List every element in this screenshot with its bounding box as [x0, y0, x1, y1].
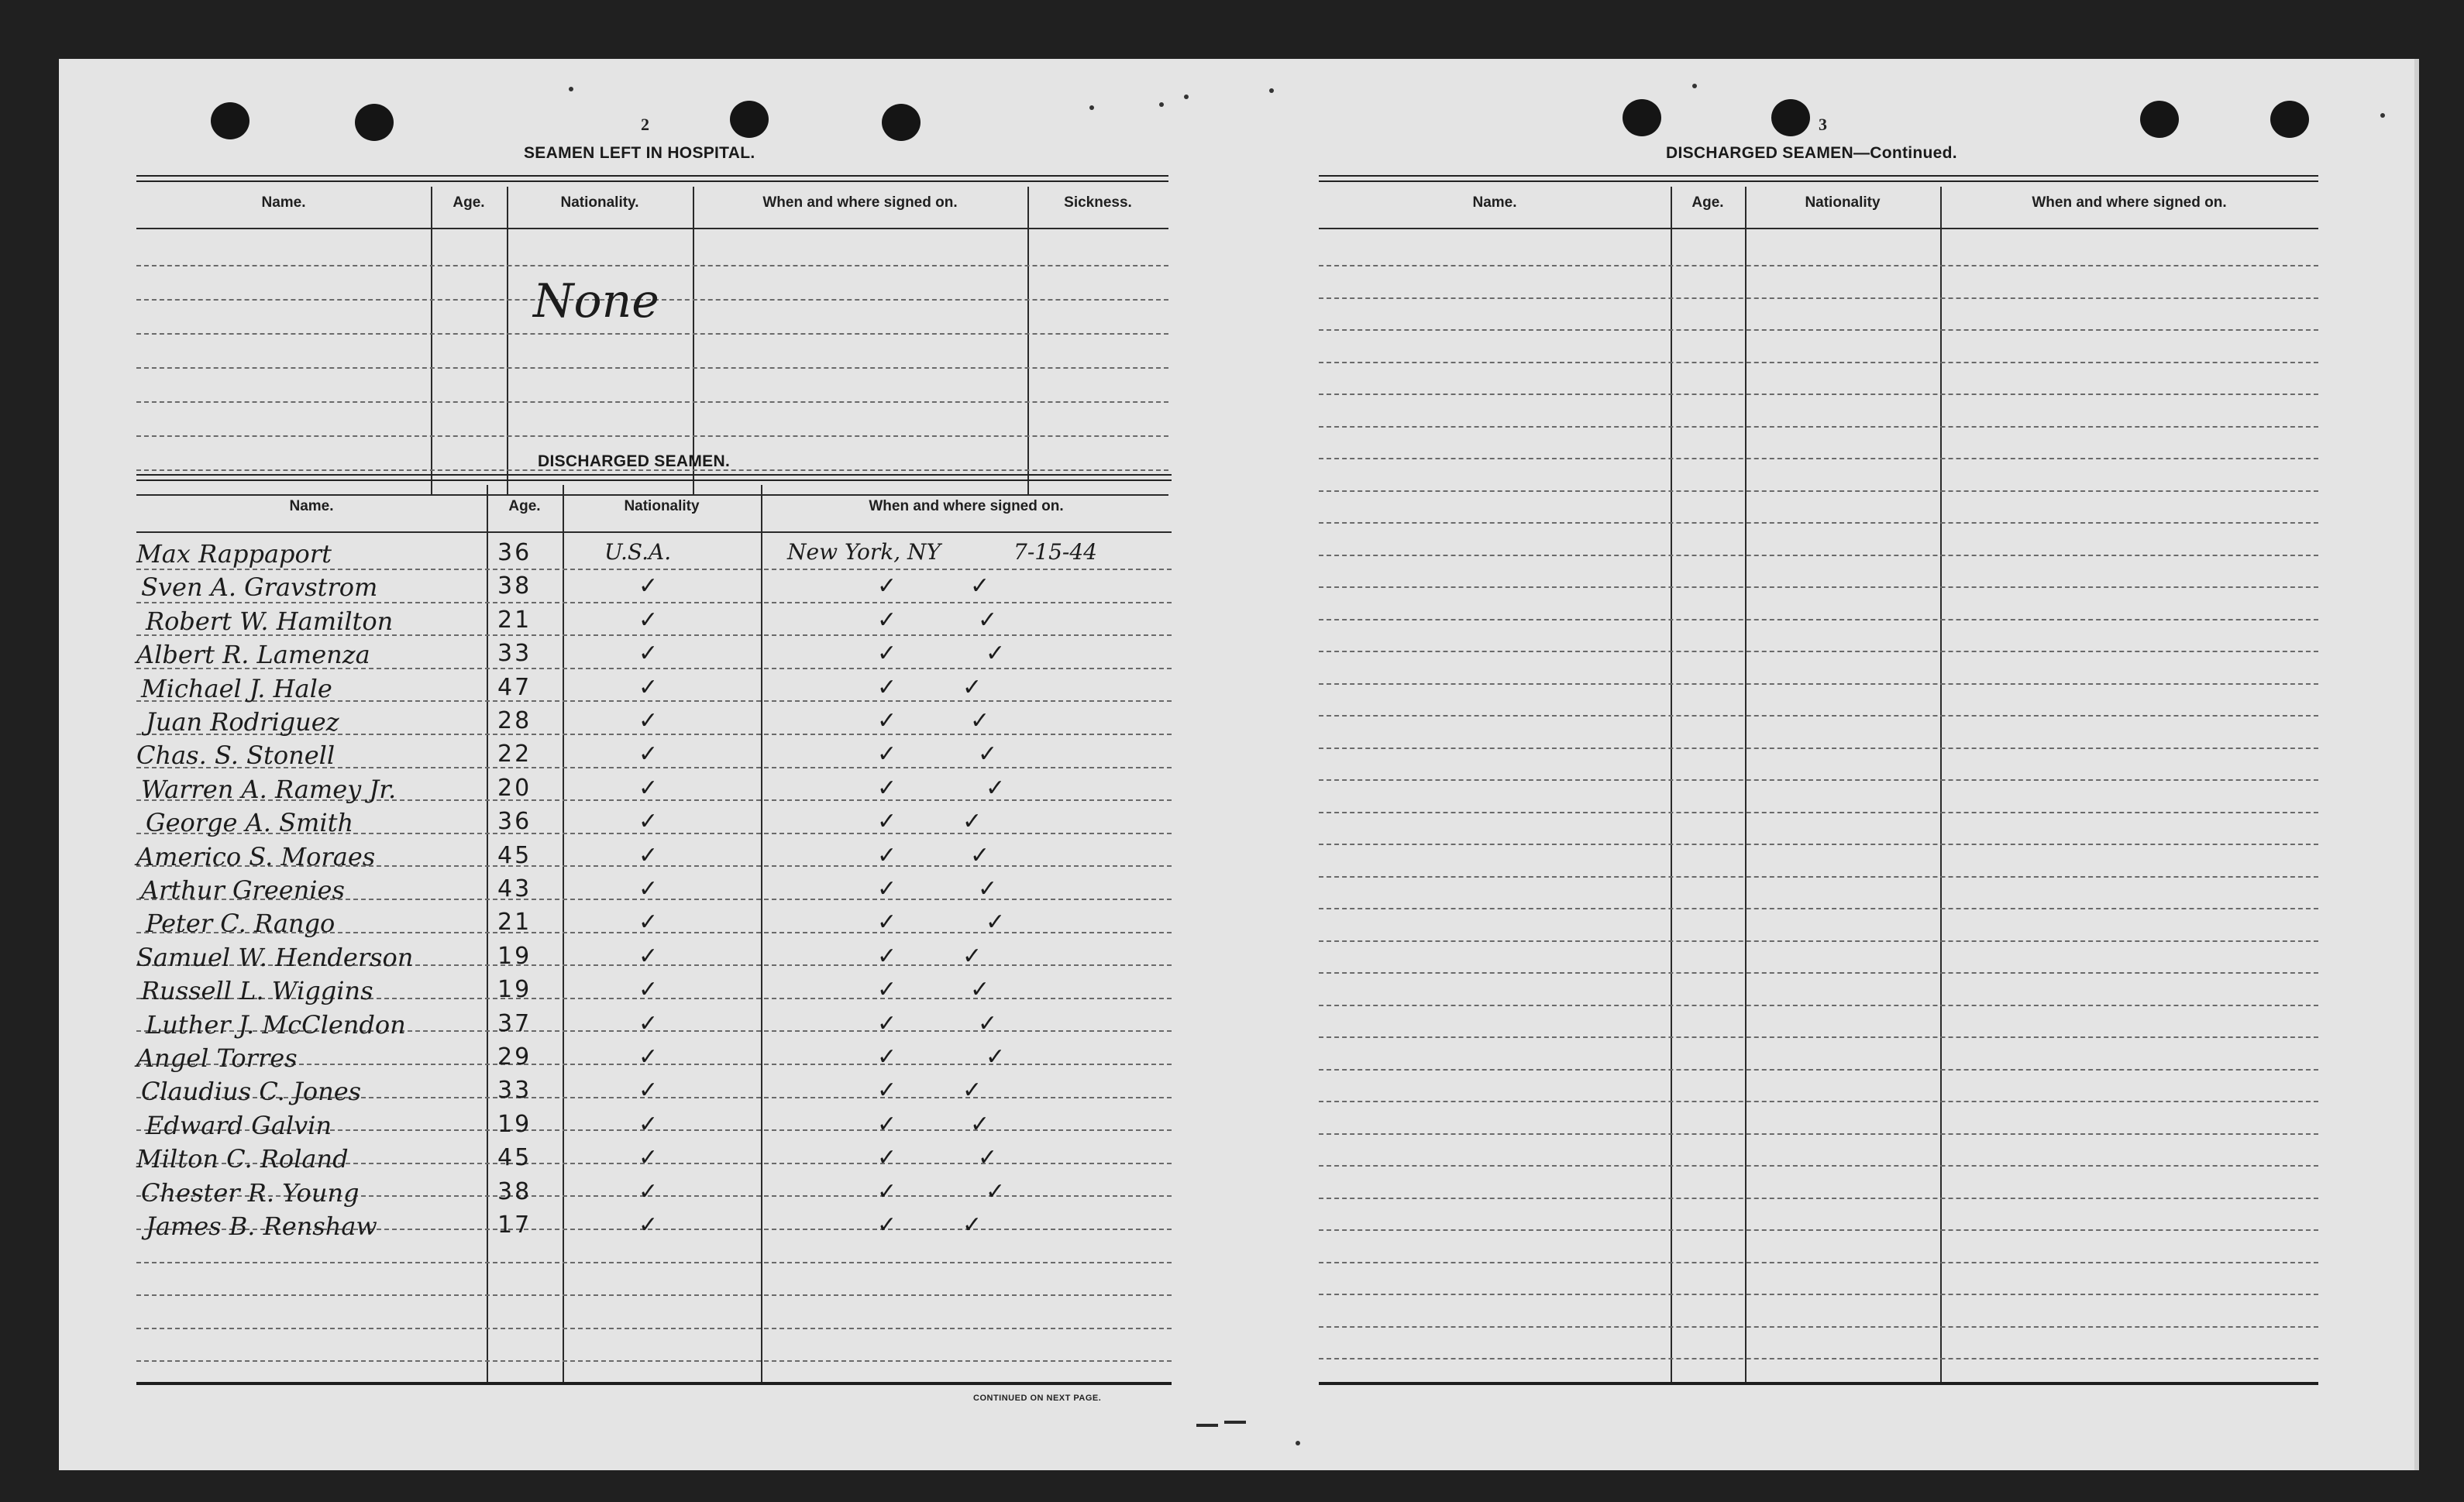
seaman-signed-on-date: ✓	[978, 875, 998, 902]
seaman-signed-on-place: ✓	[877, 572, 897, 600]
hospital-section-title: SEAMEN LEFT IN HOSPITAL.	[524, 144, 755, 162]
seaman-age: 47	[497, 673, 532, 701]
seaman-signed-on-date: ✓	[962, 1212, 983, 1239]
seaman-nationality: ✓	[638, 875, 659, 902]
ruled-line	[1319, 265, 2318, 266]
seaman-signed-on-date: ✓	[978, 606, 998, 634]
seaman-nationality: ✓	[638, 841, 659, 869]
seaman-age: 19	[497, 976, 532, 1004]
seaman-nationality: ✓	[638, 1177, 659, 1205]
punch-hole	[882, 104, 921, 141]
punch-hole	[730, 101, 769, 138]
seaman-name: Arthur Greenies	[141, 875, 345, 905]
seaman-signed-on-place: ✓	[877, 606, 897, 634]
discharged-section-title: DISCHARGED SEAMEN.	[538, 452, 731, 470]
ink-speck	[1269, 88, 1274, 93]
continued-col-signed-on: When and where signed on.	[2032, 194, 2227, 211]
seaman-signed-on-place: ✓	[877, 1144, 897, 1172]
seaman-signed-on-place: ✓	[877, 808, 897, 836]
ink-speck	[1296, 1441, 1300, 1445]
seaman-age: 22	[497, 741, 532, 768]
punch-hole	[2270, 101, 2309, 138]
continued-col-divider	[1745, 187, 1746, 1383]
seaman-age: 37	[497, 1009, 532, 1037]
ruled-line	[136, 435, 1168, 437]
ruled-line	[136, 401, 1168, 403]
ruled-line	[136, 367, 1168, 369]
seaman-nationality: ✓	[638, 976, 659, 1004]
seaman-nationality: ✓	[638, 1110, 659, 1138]
seaman-age: 38	[497, 1177, 532, 1205]
seaman-age: 33	[497, 1077, 532, 1105]
seaman-name: Claudius C. Jones	[141, 1077, 362, 1107]
discharged-col-divider	[761, 485, 762, 1382]
seaman-signed-on-date: ✓	[986, 640, 1006, 668]
ruled-line	[1319, 1229, 2318, 1231]
ruled-line	[1319, 1262, 2318, 1263]
ruled-line	[1319, 394, 2318, 395]
ink-speck	[1089, 105, 1094, 110]
seaman-signed-on-place: ✓	[877, 909, 897, 937]
hospital-col-divider	[1027, 187, 1029, 495]
seaman-nationality: ✓	[638, 808, 659, 836]
hospital-col-signed-on: When and where signed on.	[762, 194, 958, 211]
continued-bottom-rule	[1319, 1382, 2318, 1385]
discharged-table-top-rule	[136, 474, 1172, 481]
seaman-signed-on-date: ✓	[970, 1110, 990, 1138]
seaman-age: 19	[497, 942, 532, 970]
discharged-col-age: Age.	[508, 498, 541, 514]
seaman-signed-on-place: ✓	[877, 774, 897, 802]
ruled-line	[1319, 297, 2318, 299]
seaman-signed-on-date: ✓	[978, 1009, 998, 1037]
hospital-table-top-rule	[136, 175, 1168, 182]
seaman-signed-on-place: ✓	[877, 1110, 897, 1138]
ruled-line	[136, 1328, 1172, 1329]
seaman-age: 21	[497, 606, 532, 634]
seaman-signed-on-place: ✓	[877, 1009, 897, 1037]
seaman-age: 17	[497, 1212, 532, 1239]
seaman-name: Edward Galvin	[146, 1110, 332, 1140]
ruled-line	[1319, 522, 2318, 524]
seaman-nationality: ✓	[638, 1212, 659, 1239]
seaman-name: Sven A. Gravstrom	[141, 572, 378, 603]
ruled-line	[1319, 908, 2318, 909]
punch-hole	[355, 104, 394, 141]
seaman-nationality: ✓	[638, 640, 659, 668]
seaman-signed-on-place: ✓	[877, 1177, 897, 1205]
continued-col-name: Name.	[1472, 194, 1517, 211]
ruled-line	[1319, 715, 2318, 717]
ruled-line	[1319, 876, 2318, 878]
seaman-nationality: ✓	[638, 741, 659, 768]
ruled-line	[1319, 651, 2318, 652]
continued-note: CONTINUED ON NEXT PAGE.	[973, 1394, 1102, 1403]
discharged-continued-title: DISCHARGED SEAMEN—Continued.	[1666, 144, 1957, 162]
seaman-age: 45	[497, 1144, 532, 1172]
seaman-name: Americo S. Moraes	[136, 841, 376, 871]
seaman-name: Chester R. Young	[141, 1177, 360, 1208]
discharged-col-nationality: Nationality	[624, 498, 700, 514]
continued-col-nationality: Nationality	[1805, 194, 1881, 211]
ruled-line	[1319, 940, 2318, 942]
seaman-signed-on-date: ✓	[986, 1177, 1006, 1205]
ink-speck	[2380, 113, 2385, 118]
page-number-left: 2	[641, 115, 649, 134]
seaman-signed-on-date: ✓	[978, 741, 998, 768]
seaman-name: James B. Renshaw	[146, 1212, 377, 1241]
seaman-signed-on-place: ✓	[877, 707, 897, 734]
seaman-signed-on-place: ✓	[877, 875, 897, 902]
seaman-name: Robert W. Hamilton	[146, 606, 394, 636]
hospital-col-divider	[693, 187, 694, 495]
discharged-header-rule	[136, 531, 1172, 533]
ruled-line	[1319, 1069, 2318, 1071]
ruled-line	[1319, 426, 2318, 428]
tear-mark	[1196, 1424, 1218, 1427]
ruled-line	[136, 1360, 1172, 1362]
seaman-signed-on-date: ✓	[962, 942, 983, 970]
seaman-nationality: ✓	[638, 673, 659, 701]
seaman-name: Michael J. Hale	[141, 673, 332, 703]
punch-hole	[2140, 101, 2179, 138]
register-sheet	[59, 59, 2419, 1470]
seaman-nationality: ✓	[638, 1009, 659, 1037]
ink-speck	[569, 87, 573, 91]
seaman-nationality: ✓	[638, 774, 659, 802]
seaman-age: 21	[497, 909, 532, 937]
tear-mark	[1224, 1421, 1246, 1424]
seaman-signed-on-date: ✓	[986, 1043, 1006, 1071]
seaman-signed-on-date: ✓	[978, 1144, 998, 1172]
discharged-col-name: Name.	[289, 498, 334, 514]
punch-hole	[211, 102, 249, 139]
seaman-signed-on-place: ✓	[877, 841, 897, 869]
seaman-signed-on-place: ✓	[877, 1077, 897, 1105]
ruled-line	[1319, 779, 2318, 781]
ruled-line	[1319, 748, 2318, 749]
seaman-signed-on-place: ✓	[877, 1043, 897, 1071]
seaman-name: Juan Rodriguez	[146, 707, 339, 737]
ruled-line	[136, 1262, 1172, 1263]
seaman-signed-on-place: ✓	[877, 741, 897, 768]
seaman-age: 38	[497, 572, 532, 600]
ruled-line	[1319, 1005, 2318, 1006]
seaman-name: George A. Smith	[146, 808, 354, 838]
seaman-signed-on-place: New York, NY	[787, 539, 941, 565]
hospital-col-divider	[507, 187, 508, 495]
seaman-nationality: ✓	[638, 942, 659, 970]
seaman-name: Samuel W. Henderson	[136, 942, 414, 972]
seaman-signed-on-date: 7-15-44	[1013, 539, 1097, 565]
ink-speck	[1159, 102, 1164, 107]
seaman-nationality: ✓	[638, 1144, 659, 1172]
seaman-name: Albert R. Lamenza	[136, 640, 370, 670]
seaman-signed-on-place: ✓	[877, 942, 897, 970]
seaman-name: Milton C. Roland	[136, 1144, 349, 1174]
ink-speck	[1184, 95, 1189, 99]
ruled-line	[1319, 1358, 2318, 1359]
seaman-age: 36	[497, 808, 532, 836]
ruled-line	[136, 569, 1172, 570]
hospital-col-divider	[431, 187, 432, 495]
seaman-signed-on-date: ✓	[962, 808, 983, 836]
seaman-nationality: ✓	[638, 572, 659, 600]
seaman-signed-on-date: ✓	[962, 673, 983, 701]
ruled-line	[1319, 1294, 2318, 1295]
ruled-line	[136, 1294, 1172, 1296]
ruled-line	[136, 265, 1168, 266]
seaman-name: Chas. S. Stonell	[136, 741, 336, 771]
hospital-col-nationality: Nationality.	[560, 194, 639, 211]
seaman-name: Warren A. Ramey Jr.	[141, 774, 397, 804]
ruled-line	[1319, 1133, 2318, 1135]
discharged-col-divider	[487, 485, 488, 1382]
hospital-col-sickness: Sickness.	[1064, 194, 1132, 211]
ruled-line	[1319, 555, 2318, 556]
seaman-nationality: U.S.A.	[604, 539, 672, 565]
ruled-line	[1319, 1101, 2318, 1102]
seaman-name: Angel Torres	[136, 1043, 298, 1073]
ink-speck	[1692, 84, 1697, 88]
ruled-line	[1319, 490, 2318, 492]
seaman-nationality: ✓	[638, 1077, 659, 1105]
ruled-line	[1319, 362, 2318, 363]
seaman-name: Russell L. Wiggins	[141, 976, 373, 1006]
seaman-age: 33	[497, 640, 532, 668]
hospital-none-entry: None	[533, 274, 659, 328]
continued-table-top-rule	[1319, 175, 2318, 182]
seaman-signed-on-place: ✓	[877, 1212, 897, 1239]
continued-col-age: Age.	[1691, 194, 1724, 211]
punch-hole	[1623, 99, 1661, 136]
hospital-col-age: Age.	[453, 194, 485, 211]
seaman-signed-on-place: ✓	[877, 640, 897, 668]
continued-col-divider	[1671, 187, 1672, 1383]
seaman-nationality: ✓	[638, 1043, 659, 1071]
ruled-line	[1319, 458, 2318, 459]
ruled-line	[1319, 1036, 2318, 1038]
seaman-age: 20	[497, 774, 532, 802]
ruled-line	[1319, 1165, 2318, 1167]
discharged-col-signed-on: When and where signed on.	[869, 498, 1064, 514]
continued-header-rule	[1319, 228, 2318, 229]
seaman-age: 45	[497, 841, 532, 869]
ruled-line	[1319, 683, 2318, 685]
seaman-age: 29	[497, 1043, 532, 1071]
seaman-age: 36	[497, 539, 532, 566]
ruled-line	[1319, 586, 2318, 588]
seaman-signed-on-date: ✓	[986, 774, 1006, 802]
ruled-line	[1319, 972, 2318, 974]
seaman-name: Peter C. Rango	[146, 909, 336, 939]
seaman-age: 43	[497, 875, 532, 902]
seaman-signed-on-date: ✓	[970, 707, 990, 734]
seaman-nationality: ✓	[638, 606, 659, 634]
seaman-signed-on-date: ✓	[970, 572, 990, 600]
discharged-col-divider	[563, 485, 564, 1382]
seaman-signed-on-place: ✓	[877, 673, 897, 701]
seaman-nationality: ✓	[638, 909, 659, 937]
ruled-line	[136, 333, 1168, 335]
ruled-line	[1319, 844, 2318, 845]
seaman-name: Luther J. McClendon	[146, 1009, 406, 1040]
ruled-line	[1319, 812, 2318, 813]
seaman-age: 28	[497, 707, 532, 734]
seaman-signed-on-date: ✓	[970, 976, 990, 1004]
discharged-bottom-rule	[136, 1382, 1172, 1385]
seaman-name: Max Rappaport	[136, 539, 332, 569]
punch-hole	[1771, 99, 1810, 136]
ruled-line	[1319, 1326, 2318, 1328]
hospital-header-rule	[136, 228, 1168, 229]
ruled-line	[1319, 1198, 2318, 1199]
seaman-signed-on-date: ✓	[970, 841, 990, 869]
hospital-col-name: Name.	[261, 194, 306, 211]
page-number-right: 3	[1819, 115, 1827, 134]
seaman-signed-on-place: ✓	[877, 976, 897, 1004]
seaman-signed-on-date: ✓	[962, 1077, 983, 1105]
seaman-signed-on-date: ✓	[986, 909, 1006, 937]
seaman-nationality: ✓	[638, 707, 659, 734]
seaman-age: 19	[497, 1110, 532, 1138]
ruled-line	[1319, 329, 2318, 331]
hospital-bottom-rule	[136, 494, 1168, 496]
ruled-line	[1319, 619, 2318, 620]
continued-col-divider	[1940, 187, 1942, 1383]
